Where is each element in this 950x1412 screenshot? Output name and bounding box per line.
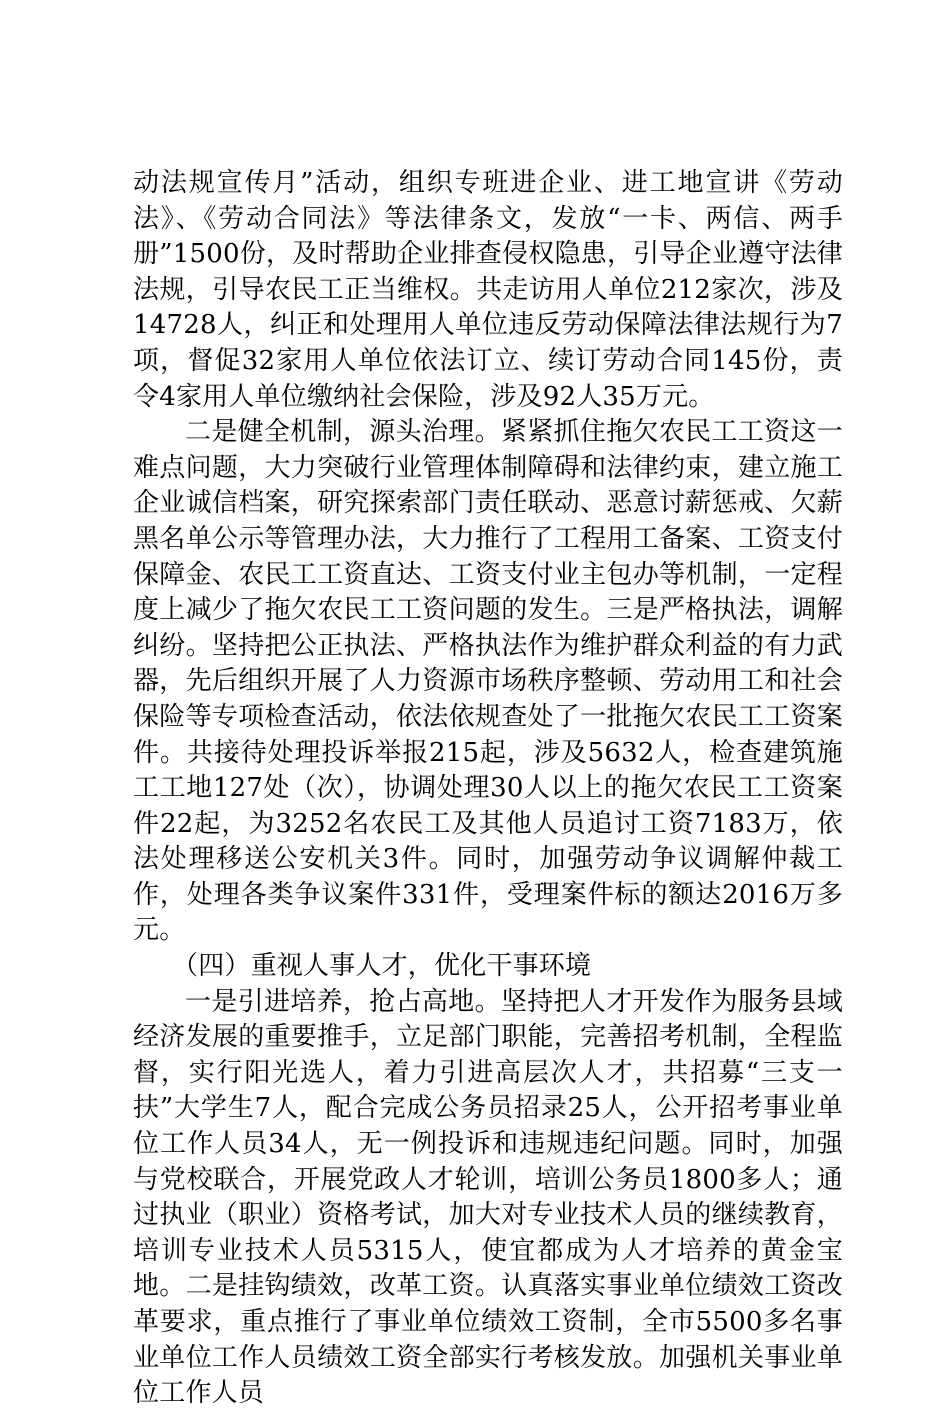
document-page [133, 166, 843, 1412]
section-heading-4: （四）重视人事人才，优化干事环境 [172, 951, 592, 982]
body-paragraph-3: 一是引进培养，抢占高地。坚持把人才开发作为服务县域经济发展的重要推手，立足部门职能，完善招考机制，全程监督，实行阳光选人，着力引进高层次人才，共招募“三支一扶”大学生7人，配合完成公务员招录25人，公开招考事业单位工作人员34人，无一例投诉和违规违纪问题。同时，加强与党校联合，开展党政人才轮训，培训公务员1800多人；通过执业（职业）资格考试，加大对专业技术人员的继续教育，培训专业技术人员5315人，使宜都成为人才培养的黄金宝地。二是挂钩绩效，改革工资。认真落实事业单位绩效工资改革要求，重点推行了事业单位绩效工资制，全市5500多名事业单位工作人员绩效工资全部实行考核发放。加强机关事业单位工作人员 [133, 986, 843, 1409]
body-paragraph-1: 动法规宣传月”活动，组织专班进企业、进工地宣讲《劳动法》、《劳动合同法》等法律条文，发放“一卡、两信、两手册”1500份，及时帮助企业排查侵权隐患，引导企业遵守法律法规，引导农民工正当维权。共走访用人单位212家次，涉及14728人，纠正和处理用人单位违反劳动保障法律法规行为7项，督促32家用人单位依法订立、续订劳动合同145份，责令4家用人单位缴纳社会保险，涉及92人35万元。 [133, 168, 843, 412]
body-paragraph-2: 二是健全机制，源头治理。紧紧抓住拖欠农民工工资这一难点问题，大力突破行业管理体制障碍和法律约束，建立施工企业诚信档案，研究探索部门责任联动、恶意讨薪惩戒、欠薪黑名单公示等管理办法，大力推行了工程用工备案、工资支付保障金、农民工工资直达、工资支付业主包办等机制，一定程度上减少了拖欠农民工工资问题的发生。三是严格执法，调解纠纷。坚持把公正执法、严格执法作为维护群众利益的有力武器，先后组织开展了人力资源市场秩序整顿、劳动用工和社会保险等专项检查活动，依法依规查处了一批拖欠农民工工资案件。共接待处理投诉举报215起，涉及5632人，检查建筑施工工地127处（次），协调处理30人以上的拖欠农民工工资案件22起，为3252名农民工及其他人员追讨工资7183万，依法处理移送公安机关3件。同时，加强劳动争议调解仲裁工作，处理各类争议案件331件，受理案件标的额达2016万多元。 [133, 417, 843, 946]
